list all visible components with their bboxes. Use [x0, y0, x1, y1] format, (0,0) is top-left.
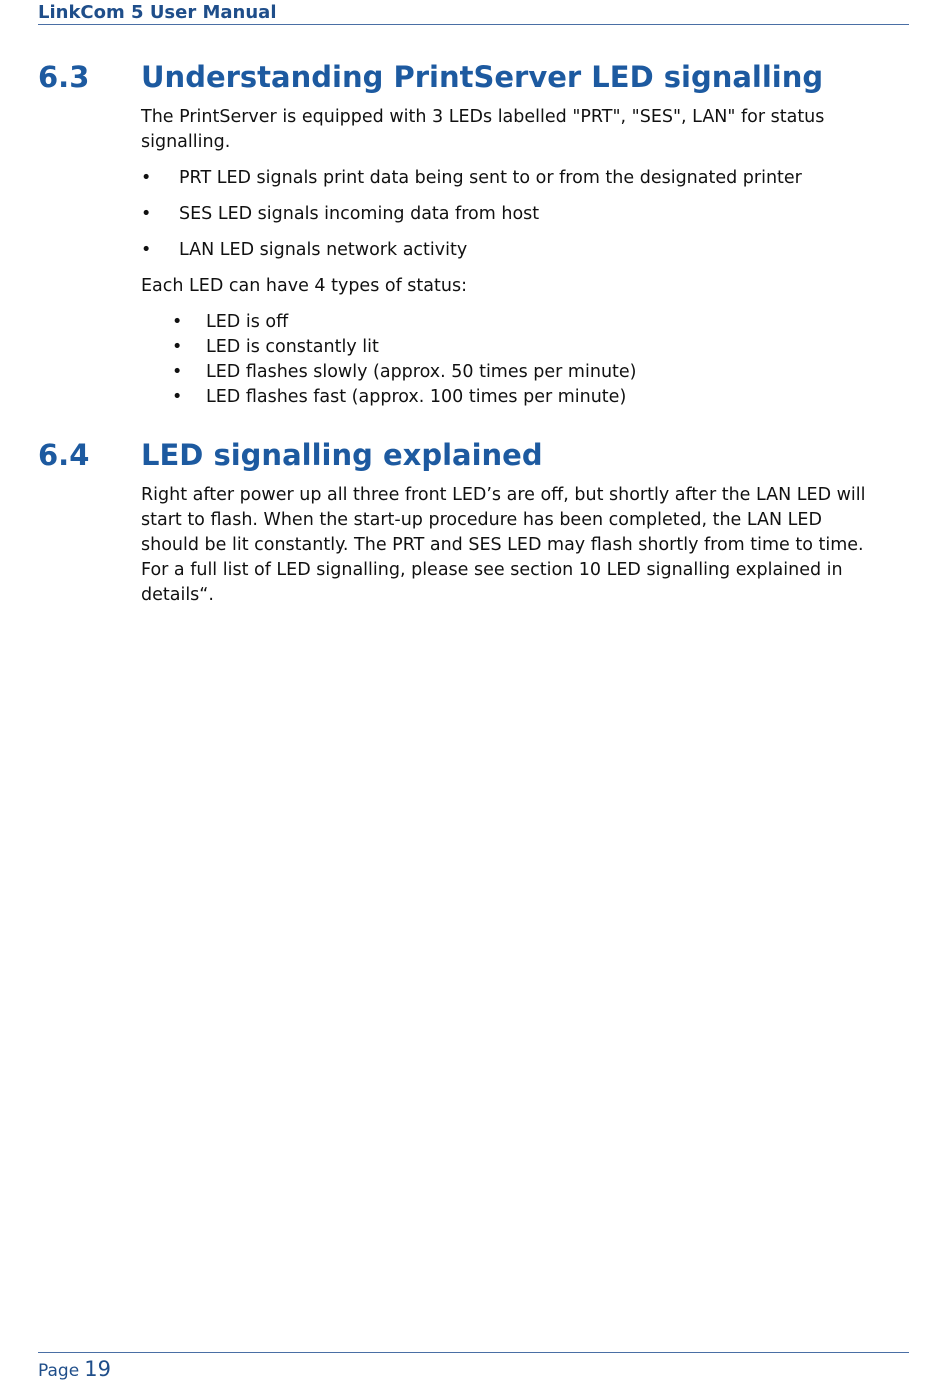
paragraph-line: For a full list of LED signalling, please see section 10 LED signalling explained in: [141, 560, 843, 580]
list-item-text: LED flashes slowly (approx. 50 times per minute): [206, 362, 637, 382]
bullet-icon: •: [141, 204, 152, 224]
page-footer: [38, 1352, 909, 1381]
status-bullet-list: [141, 310, 909, 410]
intro-line-1: The PrintServer is equipped with 3 LEDs labelled "PRT", "SES", LAN" for status: [141, 107, 825, 127]
manual-title: LinkCom 5 User Manual: [38, 2, 277, 23]
section-heading: [38, 435, 909, 475]
section-title: LED signalling explained: [141, 438, 543, 472]
status-intro: Each LED can have 4 types of status:: [141, 276, 467, 296]
list-item-text: LAN LED signals network activity: [179, 240, 468, 260]
paragraph-line: start to flash. When the start-up procedure has been completed, the LAN LED: [141, 510, 822, 530]
bullet-icon: •: [141, 168, 152, 188]
section-6-3: [38, 57, 909, 410]
list-item-text: LED is constantly lit: [206, 337, 379, 357]
list-item-text: LED is off: [206, 312, 289, 332]
list-item-text: PRT LED signals print data being sent to or from the designated printer: [179, 168, 802, 188]
list-item-text: SES LED signals incoming data from host: [179, 204, 540, 224]
page-number: 19: [84, 1357, 111, 1381]
section-number: 6.3: [38, 60, 90, 94]
list-item: [141, 166, 909, 191]
intro-line-2: signalling.: [141, 132, 231, 152]
paragraph-line: should be lit constantly. The PRT and SES LED may flash shortly from time to time.: [141, 535, 864, 555]
bullet-icon: •: [172, 337, 183, 357]
bullet-icon: •: [141, 240, 152, 260]
bullet-icon: •: [172, 312, 183, 332]
list-item-text: LED flashes fast (approx. 100 times per minute): [206, 387, 627, 407]
page-header: [38, 2, 909, 25]
list-item: [141, 202, 909, 227]
list-item: [141, 360, 909, 385]
led-bullet-list: [141, 166, 909, 263]
paragraph-line: details“.: [141, 585, 214, 605]
list-item: [141, 238, 909, 263]
paragraph-line: Right after power up all three front LED’s are off, but shortly after the LAN LED will: [141, 485, 866, 505]
section-6-4: [38, 435, 909, 608]
page-label: Page: [38, 1361, 80, 1381]
section-number: 6.4: [38, 438, 90, 472]
list-item: [141, 310, 909, 335]
list-item: [141, 385, 909, 410]
section-heading: [38, 57, 909, 97]
bullet-icon: •: [172, 362, 183, 382]
section-title: Understanding PrintServer LED signalling: [141, 60, 824, 94]
bullet-icon: •: [172, 387, 183, 407]
list-item: [141, 335, 909, 360]
